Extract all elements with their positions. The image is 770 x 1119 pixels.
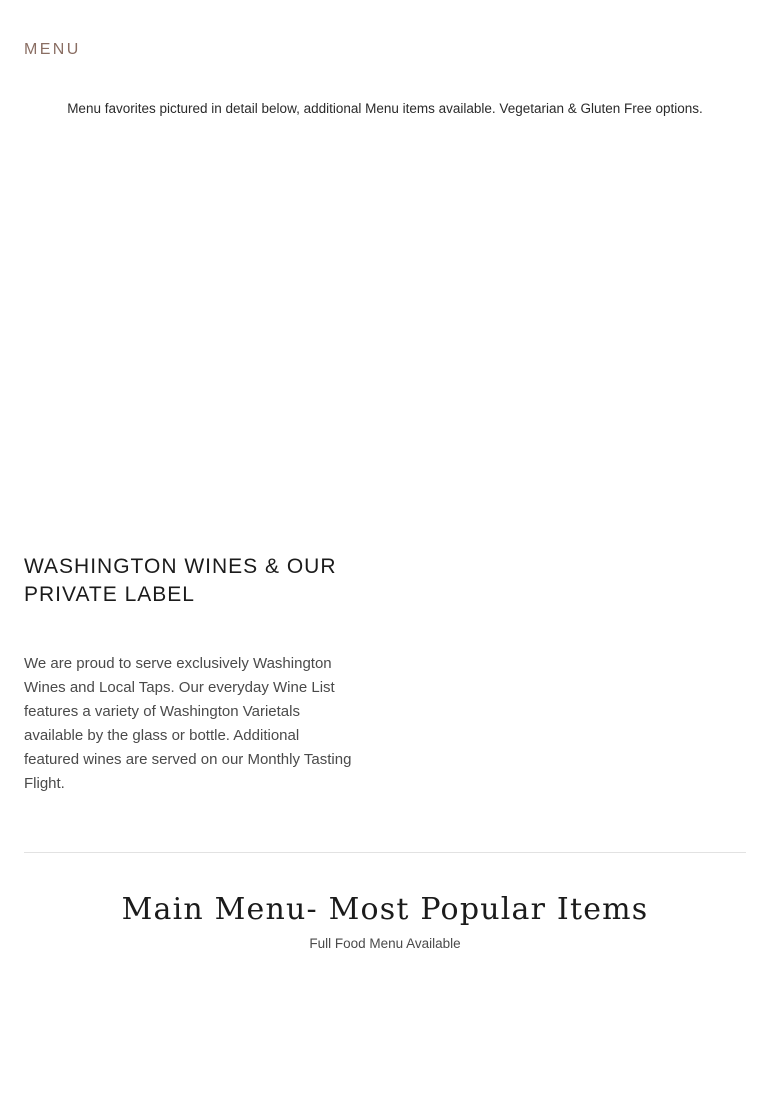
menu-gallery-area <box>24 140 746 535</box>
wine-section-title: WASHINGTON WINES & OUR PRIVATE LABEL <box>24 555 337 606</box>
section-divider <box>24 852 746 853</box>
main-menu-title: Main Menu- Most Popular Items <box>121 892 649 927</box>
main-menu-subtitle: Full Food Menu Available <box>309 936 461 951</box>
menu-section-label: MENU <box>24 41 81 58</box>
wine-section-description: We are proud to serve exclusively Washington Wines and Local Taps. Our everyday Wine List features a variety of Washington Varietals available by the glass or bottle. Additional featured wines are served on our Monthly Tasting Flight. <box>24 655 352 792</box>
menu-intro-text: Menu favorites pictured in detail below, additional Menu items available. Vegetarian & Gluten Free options. <box>67 101 703 116</box>
